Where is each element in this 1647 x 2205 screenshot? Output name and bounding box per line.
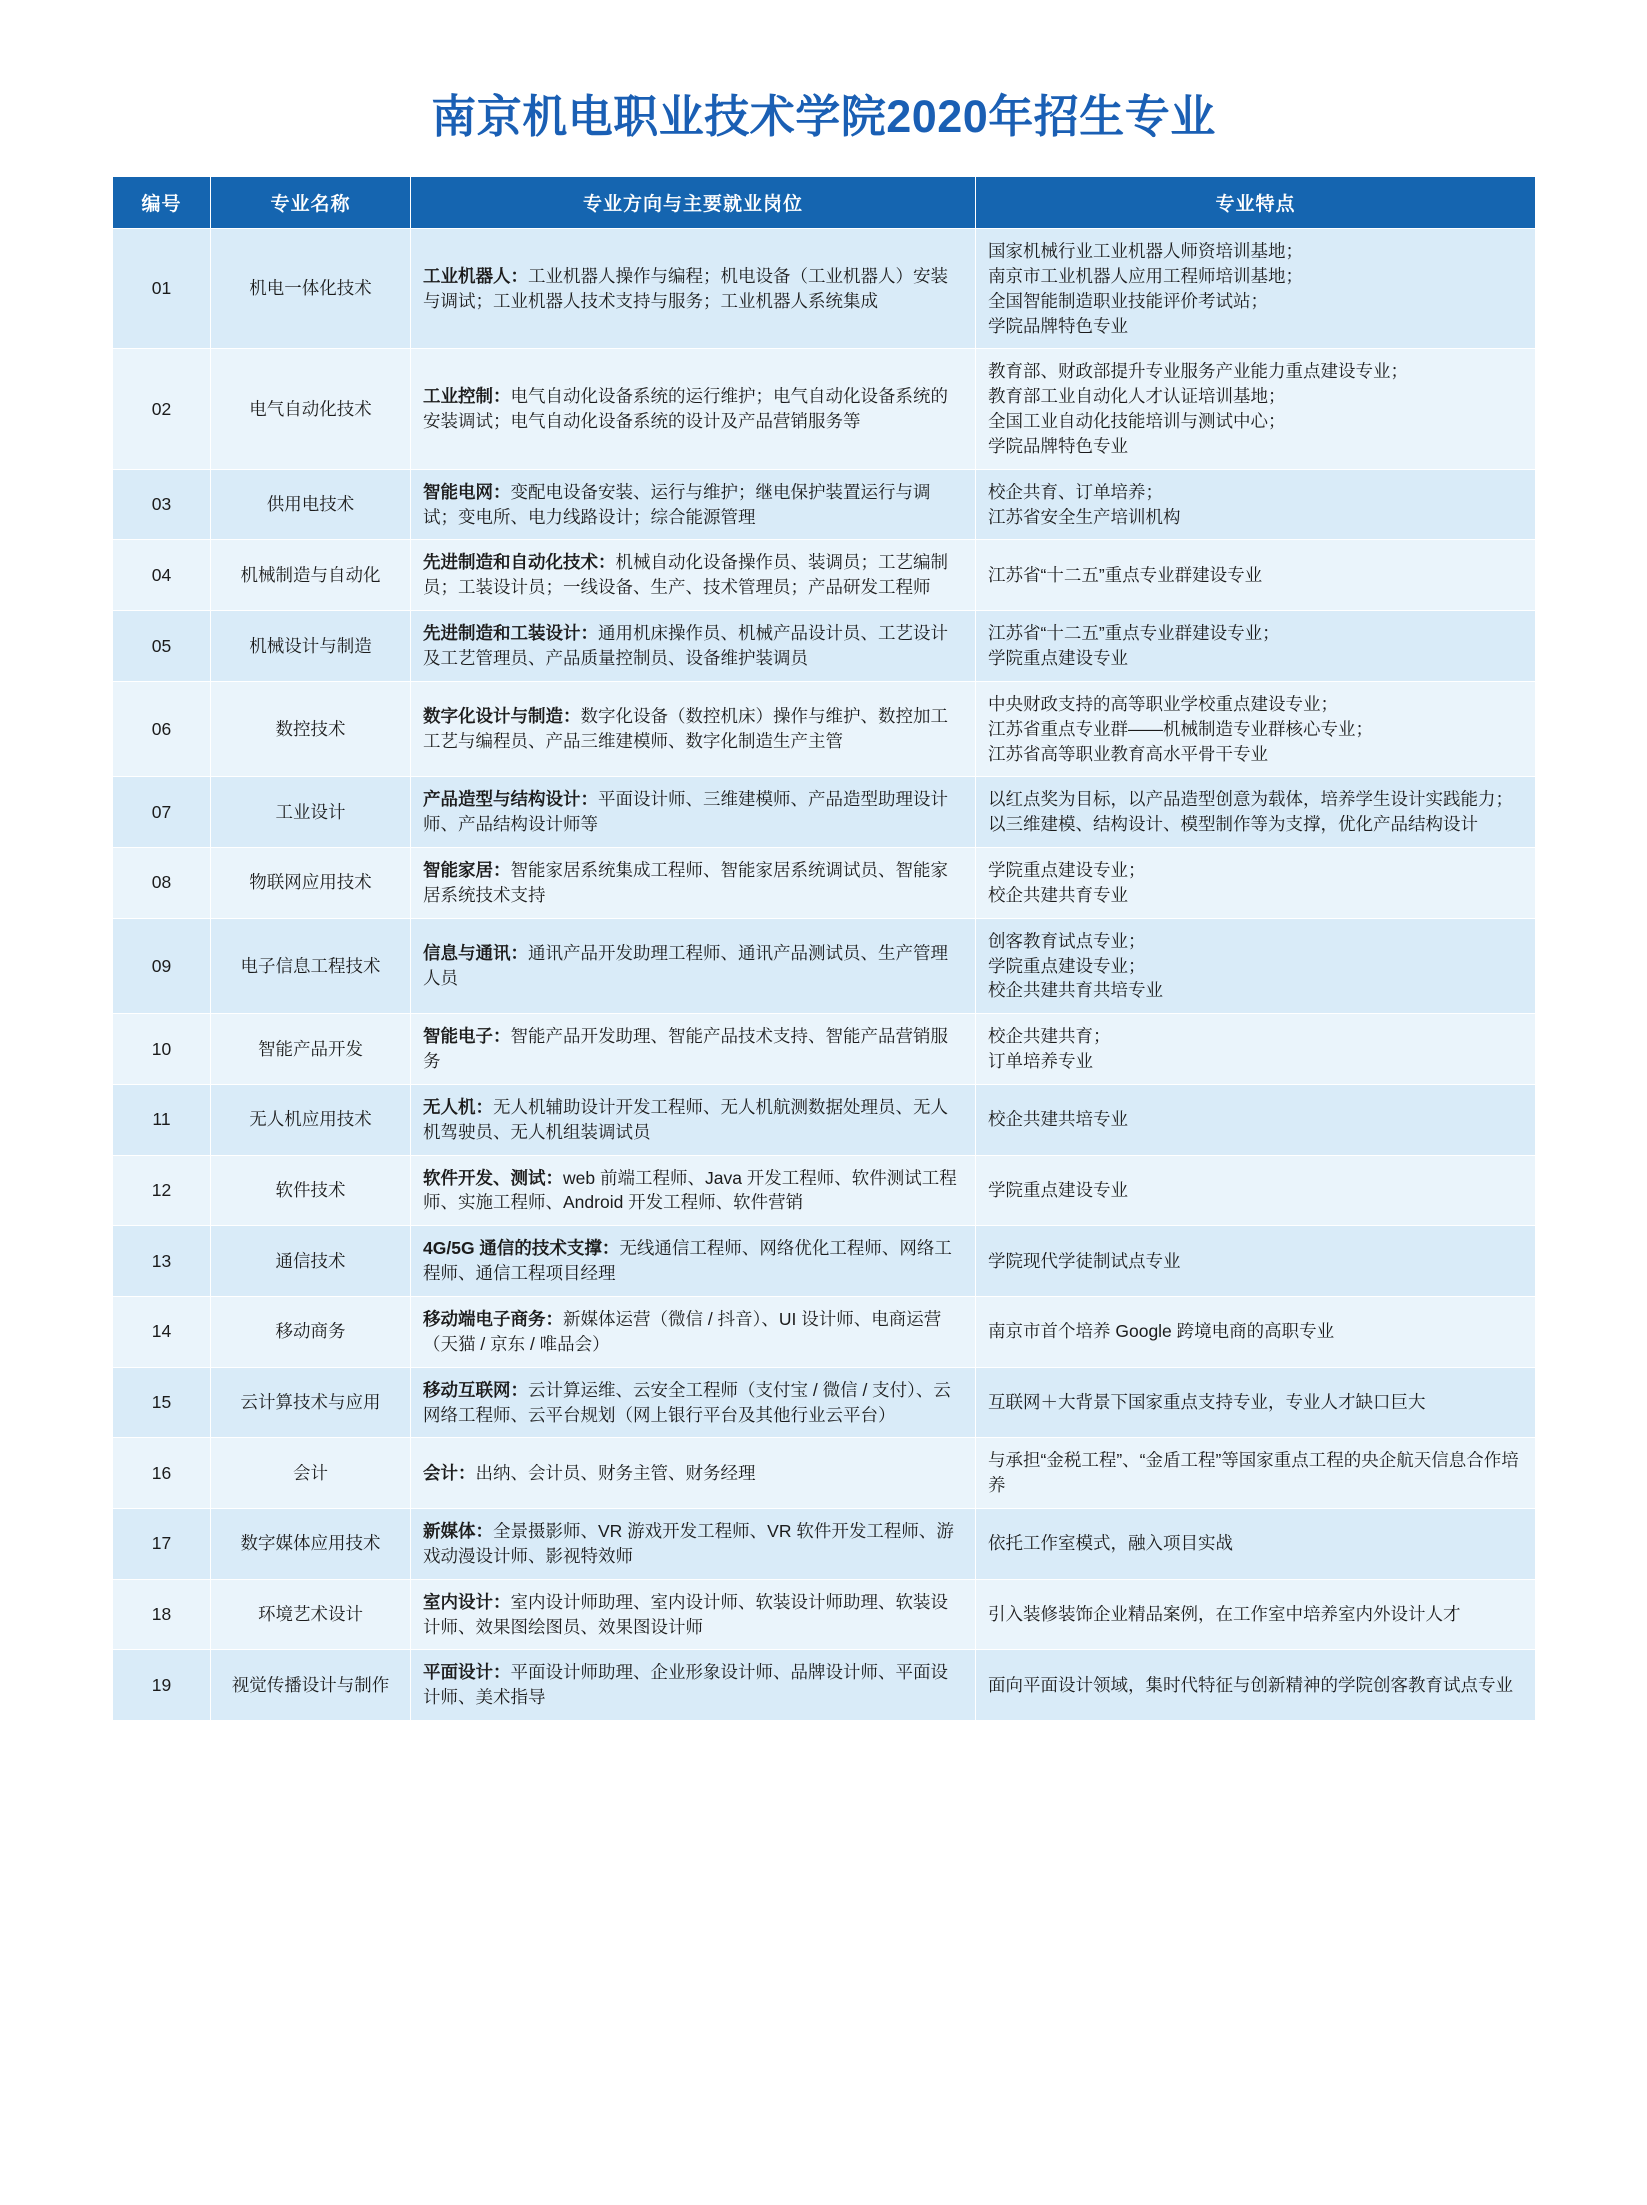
cell-no: 11 [113, 1084, 211, 1155]
table-row [113, 1579, 1536, 1650]
cell-features [976, 540, 1536, 611]
cell-no: 02 [113, 349, 211, 469]
cell-direction [411, 1155, 976, 1226]
direction-text: 智能产品开发助理、智能产品技术支持、智能产品营销服务 [423, 1026, 948, 1072]
table-row [113, 918, 1536, 1014]
direction-lead: 信息与通讯： [423, 943, 528, 964]
majors-table [112, 176, 1536, 1721]
page-title: 南京机电职业技术学院2020年招生专业 [431, 91, 1216, 142]
feature-line: 以红点奖为目标，以产品造型创意为载体，培养学生设计实践能力； [988, 789, 1513, 810]
cell-major-name: 会计 [211, 1438, 411, 1509]
cell-features [976, 349, 1536, 469]
direction-text: 工业机器人操作与编程；机电设备（工业机器人）安装与调试；工业机器人技术支持与服务；工业机器人系统集成 [423, 265, 948, 311]
direction-text: 通讯产品开发助理工程师、通讯产品测试员、生产管理人员 [423, 943, 948, 988]
direction-lead: 产品造型与结构设计： [423, 789, 598, 810]
feature-line: 校企共建共培专业 [988, 1109, 1128, 1130]
feature-line: 校企共育、订单培养； [988, 481, 1163, 502]
cell-no: 09 [113, 918, 211, 1014]
cell-major-name: 移动商务 [211, 1297, 411, 1368]
feature-line: 互联网＋大背景下国家重点支持专业，专业人才缺口巨大 [988, 1392, 1426, 1413]
cell-features [976, 1297, 1536, 1368]
cell-features [976, 611, 1536, 682]
cell-features [976, 1014, 1536, 1085]
direction-text: 电气自动化设备系统的运行维护；电气自动化设备系统的安装调试；电气自动化设备系统的设计及产品营销服务等 [423, 386, 948, 432]
direction-lead: 数字化设计与制造： [423, 706, 581, 727]
direction-text: 无线通信工程师、网络优化工程师、网络工程师、通信工程项目经理 [423, 1238, 952, 1284]
feature-line: 全国智能制造职业技能评价考试站； [988, 290, 1268, 311]
feature-line: 以三维建模、结构设计、模型制作等为支撑，优化产品结构设计 [988, 814, 1478, 835]
feature-line: 面向平面设计领域，集时代特征与创新精神的学院创客教育试点专业 [988, 1674, 1513, 1695]
feature-line: 学院现代学徒制试点专业 [988, 1250, 1181, 1271]
cell-no: 07 [113, 777, 211, 848]
direction-text: web 前端工程师、Java 开发工程师、软件测试工程师、实施工程师、Android 开发工程师、软件营销 [423, 1167, 957, 1213]
cell-direction [411, 681, 976, 777]
table-row [113, 611, 1536, 682]
feature-line: 江苏省高等职业教育高水平骨干专业 [988, 743, 1268, 764]
direction-lead: 平面设计： [423, 1662, 511, 1683]
cell-direction [411, 1438, 976, 1509]
direction-text: 出纳、会计员、财务主管、财务经理 [475, 1462, 756, 1483]
cell-no: 14 [113, 1297, 211, 1368]
table-row [113, 1367, 1536, 1438]
cell-direction [411, 1579, 976, 1650]
cell-direction [411, 1297, 976, 1368]
table-row [113, 1014, 1536, 1085]
cell-features [976, 229, 1536, 349]
cell-no: 05 [113, 611, 211, 682]
feature-line: 依托工作室模式，融入项目实战 [988, 1533, 1233, 1554]
cell-no: 15 [113, 1367, 211, 1438]
cell-direction [411, 1084, 976, 1155]
cell-direction [411, 1367, 976, 1438]
cell-major-name: 电气自动化技术 [211, 349, 411, 469]
direction-text: 机械自动化设备操作员、装调员；工艺编制员；工装设计员；一线设备、生产、技术管理员；产品研发工程师 [423, 552, 948, 598]
feature-line: 教育部工业自动化人才认证培训基地； [988, 386, 1286, 407]
cell-major-name: 供用电技术 [211, 469, 411, 540]
cell-major-name: 智能产品开发 [211, 1014, 411, 1085]
cell-direction [411, 611, 976, 682]
cell-no: 19 [113, 1650, 211, 1721]
cell-direction [411, 848, 976, 919]
cell-direction [411, 1650, 976, 1721]
table-row [113, 1509, 1536, 1580]
feature-line: 学院重点建设专业 [988, 1180, 1128, 1201]
cell-no: 01 [113, 229, 211, 349]
direction-lead: 先进制造和自动化技术： [423, 552, 616, 573]
cell-major-name: 环境艺术设计 [211, 1579, 411, 1650]
cell-major-name: 机电一体化技术 [211, 229, 411, 349]
direction-text: 数字化设备（数控机床）操作与维护、数控加工工艺与编程员、产品三维建模师、数字化制造生产主管 [423, 706, 948, 752]
table-row [113, 1155, 1536, 1226]
cell-no: 03 [113, 469, 211, 540]
direction-lead: 智能电子： [423, 1026, 511, 1047]
direction-lead: 工业机器人： [423, 265, 528, 286]
feature-line: 引入装修装饰企业精品案例，在工作室中培养室内外设计人才 [988, 1604, 1461, 1625]
cell-no: 17 [113, 1509, 211, 1580]
table-row [113, 1438, 1536, 1509]
feature-line: 校企共建共育共培专业 [988, 980, 1163, 1001]
direction-text: 室内设计师助理、室内设计师、软装设计师助理、软装设计师、效果图绘图员、效果图设计师 [423, 1591, 948, 1637]
table-row [113, 848, 1536, 919]
cell-direction [411, 349, 976, 469]
cell-no: 18 [113, 1579, 211, 1650]
feature-line: 学院品牌特色专业 [988, 435, 1128, 456]
cell-major-name: 视觉传播设计与制作 [211, 1650, 411, 1721]
column-header-direction: 专业方向与主要就业岗位 [411, 177, 976, 229]
feature-line: 中央财政支持的高等职业学校重点建设专业； [988, 693, 1338, 714]
cell-no: 16 [113, 1438, 211, 1509]
direction-lead: 智能家居： [423, 860, 511, 881]
feature-line: 南京市首个培养 Google 跨境电商的高职专业 [988, 1321, 1335, 1342]
cell-major-name: 物联网应用技术 [211, 848, 411, 919]
cell-direction [411, 1226, 976, 1297]
feature-line: 学院品牌特色专业 [988, 315, 1128, 336]
cell-features [976, 777, 1536, 848]
table-body [113, 229, 1536, 1721]
direction-text: 全景摄影师、VR 游戏开发工程师、VR 软件开发工程师、游戏动漫设计师、影视特效师 [423, 1521, 954, 1566]
cell-features [976, 681, 1536, 777]
direction-text: 新媒体运营（微信 / 抖音）、UI 设计师、电商运营（天猫 / 京东 / 唯品会） [423, 1309, 942, 1354]
table-row [113, 777, 1536, 848]
table-row [113, 1650, 1536, 1721]
cell-major-name: 通信技术 [211, 1226, 411, 1297]
cell-features [976, 1509, 1536, 1580]
cell-no: 04 [113, 540, 211, 611]
cell-major-name: 软件技术 [211, 1155, 411, 1226]
cell-features [976, 469, 1536, 540]
cell-features [976, 1155, 1536, 1226]
feature-line: 与承担“金税工程”、“金盾工程”等国家重点工程的央企航天信息合作培养 [988, 1450, 1519, 1496]
cell-features [976, 1084, 1536, 1155]
table-row [113, 1084, 1536, 1155]
cell-direction [411, 1014, 976, 1085]
table-row [113, 681, 1536, 777]
table-row [113, 349, 1536, 469]
cell-no: 13 [113, 1226, 211, 1297]
direction-text: 变配电设备安装、运行与维护；继电保护装置运行与调试；变电所、电力线路设计；综合能源管理 [423, 481, 931, 527]
cell-features [976, 1579, 1536, 1650]
feature-line: 校企共建共育； [988, 1026, 1111, 1047]
feature-line: 江苏省“十二五”重点专业群建设专业； [988, 623, 1280, 644]
direction-lead: 先进制造和工装设计： [423, 623, 598, 644]
feature-line: 江苏省重点专业群——机械制造专业群核心专业； [988, 718, 1373, 739]
cell-features [976, 1650, 1536, 1721]
feature-line: 国家机械行业工业机器人师资培训基地； [988, 241, 1303, 261]
cell-features [976, 918, 1536, 1014]
cell-no: 12 [113, 1155, 211, 1226]
cell-direction [411, 469, 976, 540]
cell-major-name: 数控技术 [211, 681, 411, 777]
column-header-no: 编号 [113, 177, 211, 229]
cell-no: 10 [113, 1014, 211, 1085]
column-header-features: 专业特点 [976, 177, 1536, 229]
cell-major-name: 数字媒体应用技术 [211, 1509, 411, 1580]
feature-line: 学院重点建设专业 [988, 647, 1128, 668]
direction-text: 云计算运维、云安全工程师（支付宝 / 微信 / 支付）、云网络工程师、云平台规划（网上银行平台及其他行业云平台） [423, 1379, 951, 1425]
cell-major-name: 工业设计 [211, 777, 411, 848]
cell-no: 06 [113, 681, 211, 777]
direction-lead: 工业控制： [423, 386, 511, 407]
feature-line: 创客教育试点专业； [988, 930, 1146, 951]
cell-major-name: 机械设计与制造 [211, 611, 411, 682]
feature-line: 订单培养专业 [988, 1051, 1093, 1072]
direction-lead: 移动互联网： [423, 1379, 528, 1400]
feature-line: 江苏省安全生产培训机构 [988, 506, 1181, 527]
direction-lead: 无人机： [423, 1096, 493, 1117]
cell-direction [411, 918, 976, 1014]
cell-direction [411, 229, 976, 349]
table-row [113, 469, 1536, 540]
direction-lead: 会计： [423, 1462, 476, 1483]
direction-lead: 4G/5G 通信的技术支撑： [423, 1238, 620, 1259]
table-row [113, 1297, 1536, 1368]
cell-features [976, 848, 1536, 919]
direction-lead: 软件开发、测试： [423, 1167, 563, 1188]
cell-major-name: 电子信息工程技术 [211, 918, 411, 1014]
cell-direction [411, 777, 976, 848]
cell-no: 08 [113, 848, 211, 919]
cell-features [976, 1438, 1536, 1509]
direction-text: 平面设计师助理、企业形象设计师、品牌设计师、平面设计师、美术指导 [423, 1662, 948, 1708]
direction-lead: 移动端电子商务： [423, 1309, 563, 1329]
direction-lead: 新媒体： [423, 1521, 493, 1542]
direction-text: 无人机辅助设计开发工程师、无人机航测数据处理员、无人机驾驶员、无人机组装调试员 [423, 1096, 948, 1142]
direction-lead: 室内设计： [423, 1591, 511, 1612]
direction-text: 智能家居系统集成工程师、智能家居系统调试员、智能家居系统技术支持 [423, 860, 948, 905]
feature-line: 全国工业自动化技能培训与测试中心； [988, 411, 1286, 432]
direction-lead: 智能电网： [423, 481, 511, 502]
feature-line: 教育部、财政部提升专业服务产业能力重点建设专业； [988, 361, 1408, 382]
cell-direction [411, 1509, 976, 1580]
direction-text: 通用机床操作员、机械产品设计员、工艺设计及工艺管理员、产品质量控制员、设备维护装调员 [423, 623, 948, 668]
feature-line: 南京市工业机器人应用工程师培训基地； [988, 265, 1303, 286]
cell-major-name: 云计算技术与应用 [211, 1367, 411, 1438]
cell-major-name: 无人机应用技术 [211, 1084, 411, 1155]
cell-direction [411, 540, 976, 611]
feature-line: 校企共建共育专业 [988, 884, 1128, 905]
cell-features [976, 1367, 1536, 1438]
table-row [113, 1226, 1536, 1297]
table-row [113, 540, 1536, 611]
column-header-name: 专业名称 [211, 177, 411, 229]
direction-text: 平面设计师、三维建模师、产品造型助理设计师、产品结构设计师等 [423, 789, 948, 835]
table-header-row [113, 177, 1536, 229]
cell-features [976, 1226, 1536, 1297]
cell-major-name: 机械制造与自动化 [211, 540, 411, 611]
feature-line: 学院重点建设专业； [988, 860, 1146, 881]
feature-line: 江苏省“十二五”重点专业群建设专业 [988, 564, 1263, 585]
feature-line: 学院重点建设专业； [988, 955, 1146, 976]
table-row [113, 229, 1536, 349]
